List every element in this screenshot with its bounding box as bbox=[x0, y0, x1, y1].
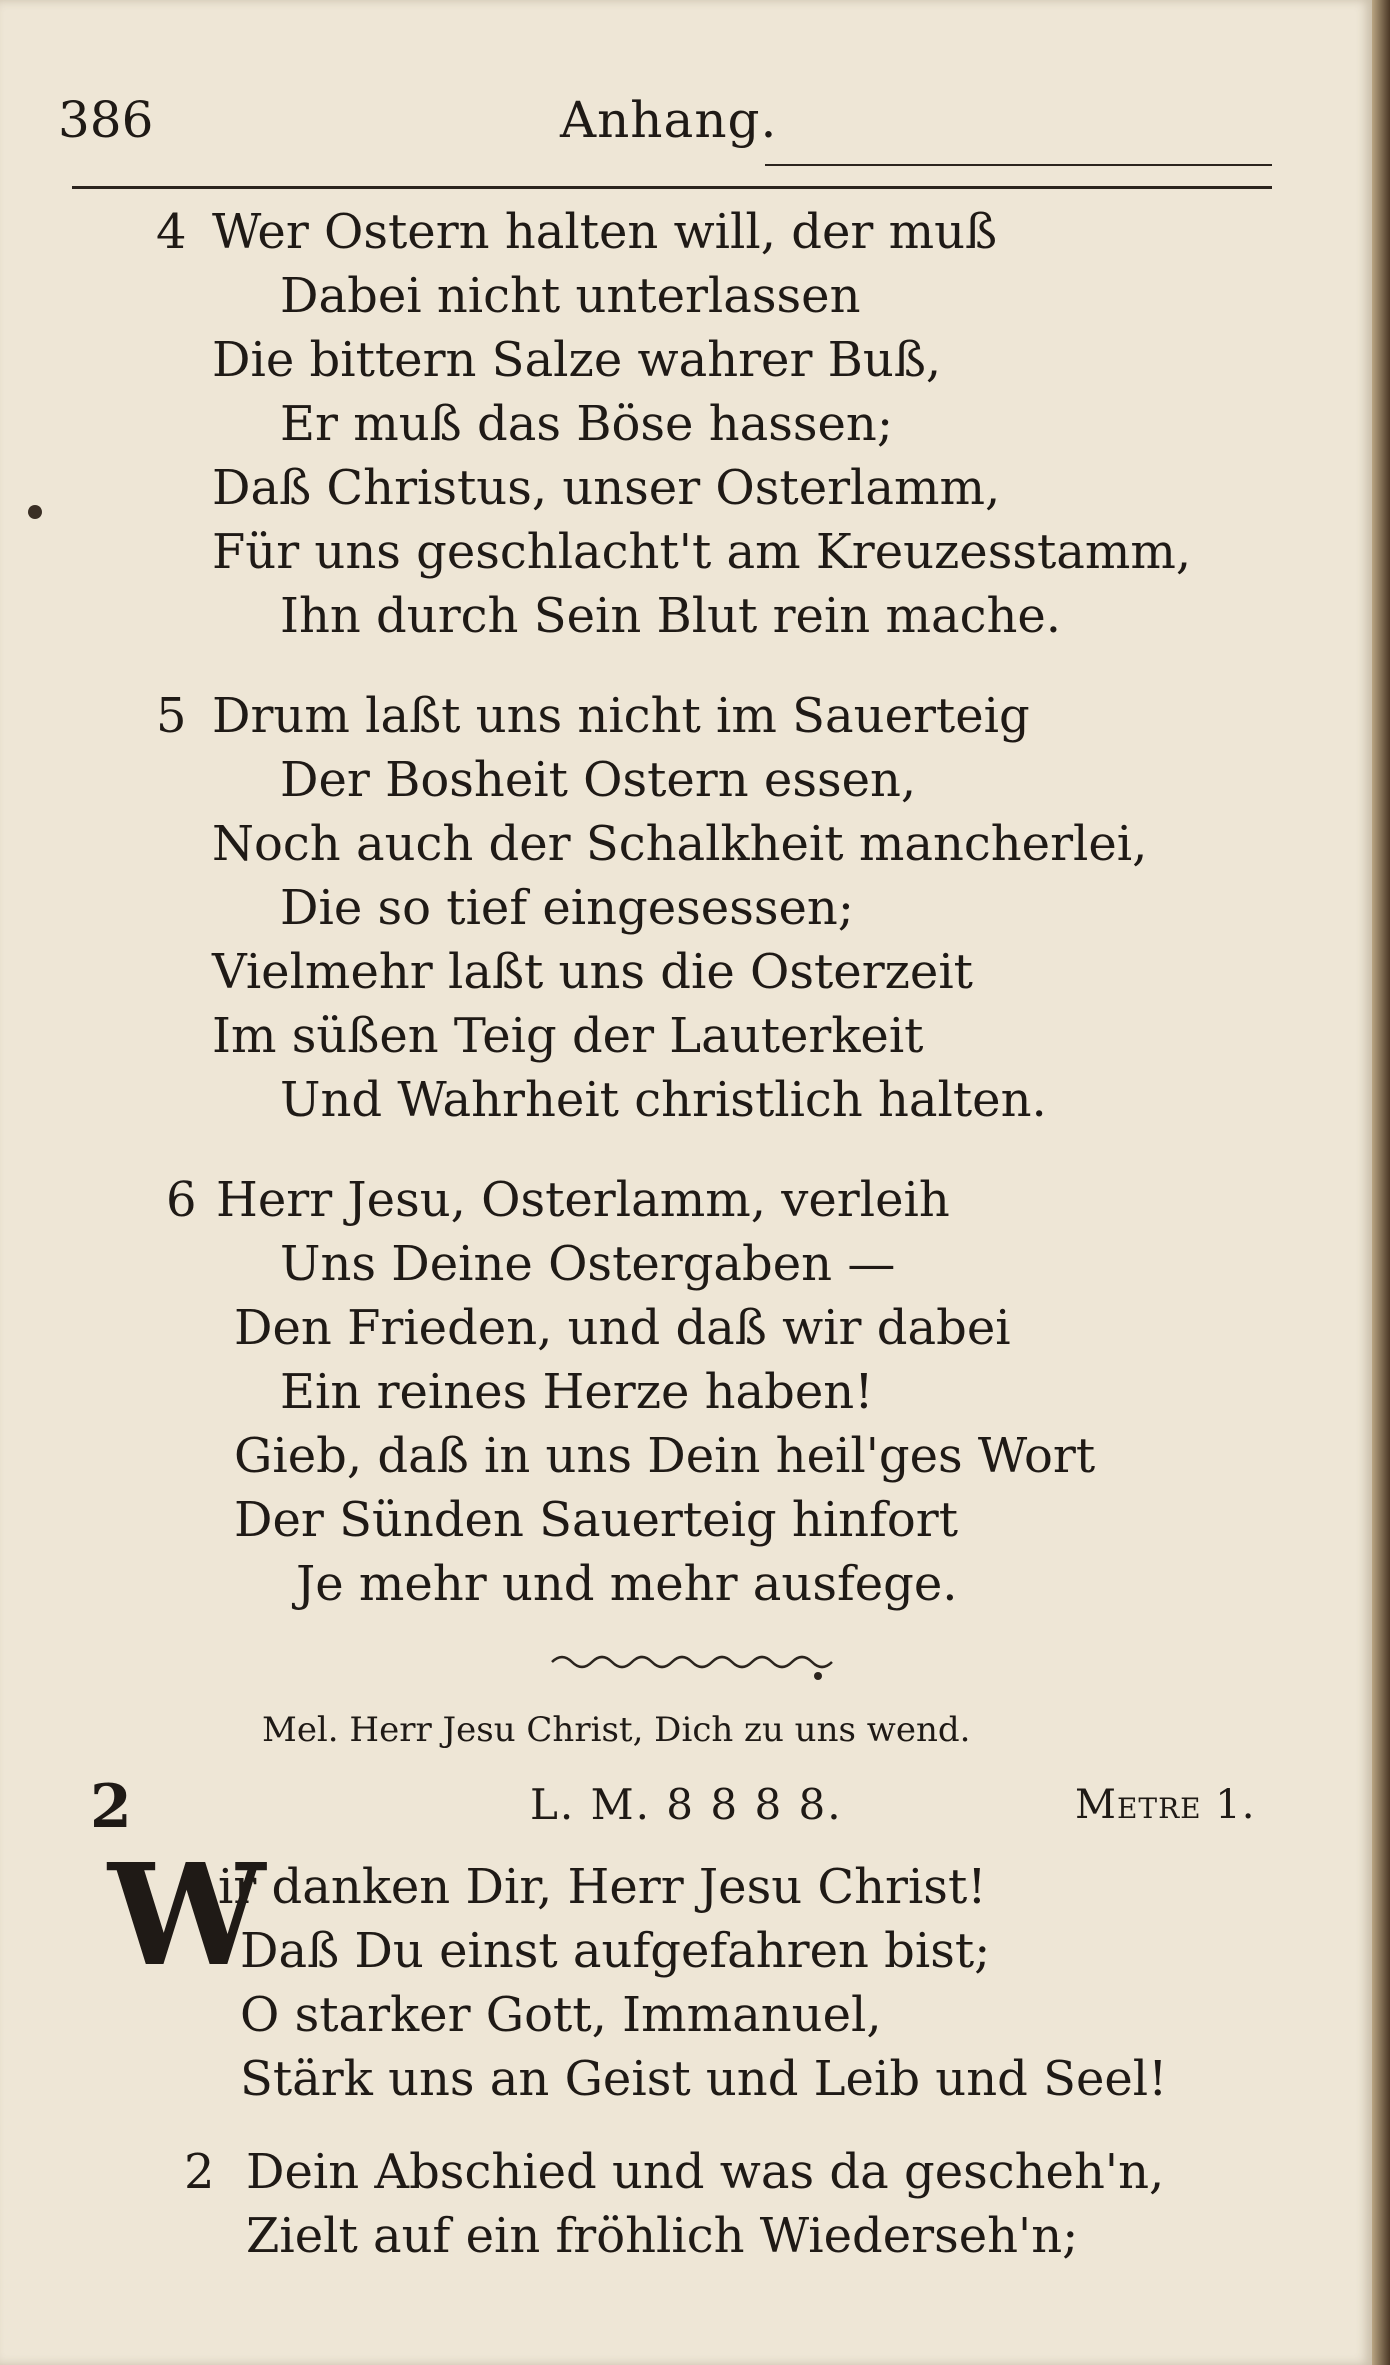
stanza-number: 4 bbox=[156, 204, 187, 260]
melody-line: Mel. Herr Jesu Christ, Dich zu uns wend. bbox=[262, 1710, 971, 1750]
verse-line: O starker Gott, Immanuel, bbox=[240, 1987, 882, 2043]
verse-line: Die bittern Salze wahrer Buß, bbox=[212, 332, 942, 388]
ink-blot bbox=[28, 505, 42, 519]
verse-line: Die so tief eingesessen; bbox=[280, 880, 854, 936]
ornament-divider bbox=[550, 1650, 850, 1684]
verse-line: Drum laßt uns nicht im Sauerteig bbox=[212, 688, 1030, 744]
verse-line: Stärk uns an Geist und Leib und Seel! bbox=[240, 2051, 1168, 2107]
verse-line: Vielmehr laßt uns die Osterzeit bbox=[212, 944, 973, 1000]
verse-line: Ihn durch Sein Blut rein mache. bbox=[280, 588, 1062, 644]
verse-line: Der Sünden Sauerteig hinfort bbox=[234, 1492, 958, 1548]
verse-line: Der Bosheit Ostern essen, bbox=[280, 752, 917, 808]
verse-line: Dabei nicht unterlassen bbox=[280, 268, 861, 324]
verse-line: Herr Jesu, Osterlamm, verleih bbox=[216, 1172, 950, 1228]
verse-line: Ein reines Herze haben! bbox=[280, 1364, 874, 1420]
stanza-number: 6 bbox=[166, 1172, 197, 1228]
drop-cap: W bbox=[108, 1834, 266, 1998]
verse-line: Daß Christus, unser Osterlamm, bbox=[212, 460, 1001, 516]
stanza-number: 5 bbox=[156, 688, 187, 744]
metre-label: Metre 1. bbox=[1075, 1782, 1256, 1828]
verse-line: Und Wahrheit christlich halten. bbox=[280, 1072, 1047, 1128]
header-rule-upper bbox=[765, 164, 1272, 166]
verse-line: Noch auch der Schalkheit mancherlei, bbox=[212, 816, 1148, 872]
stanza-number: 2 bbox=[184, 2144, 215, 2200]
verse-line: Wer Ostern halten will, der muß bbox=[212, 204, 998, 260]
verse-line: Dein Abschied und was da gescheh'n, bbox=[246, 2144, 1165, 2200]
page-number: 386 bbox=[58, 91, 154, 149]
verse-line: Zielt auf ein fröhlich Wiederseh'n; bbox=[246, 2208, 1079, 2264]
verse-line: Für uns geschlacht't am Kreuzesstamm, bbox=[212, 524, 1192, 580]
verse-line: Uns Deine Ostergaben — bbox=[280, 1236, 896, 1292]
verse-line: Er muß das Böse hassen; bbox=[280, 396, 893, 452]
meter-indication: L. M. 8 8 8 8. bbox=[530, 1780, 843, 1829]
verse-line: Je mehr und mehr ausfege. bbox=[296, 1556, 958, 1612]
hymn-number: 2 bbox=[90, 1772, 132, 1842]
running-head: Anhang. bbox=[560, 91, 778, 149]
page-header bbox=[0, 85, 1372, 155]
verse-line: Daß Du einst aufgefahren bist; bbox=[240, 1923, 991, 1979]
verse-line: Im süßen Teig der Lauterkeit bbox=[212, 1008, 924, 1064]
header-rule bbox=[72, 186, 1272, 189]
verse-line: Gieb, daß in uns Dein heil'ges Wort bbox=[234, 1428, 1096, 1484]
verse-line: Den Frieden, und daß wir dabei bbox=[234, 1300, 1011, 1356]
verse-line: ir danken Dir, Herr Jesu Christ! bbox=[218, 1859, 987, 1915]
page-edge bbox=[1372, 0, 1390, 2365]
